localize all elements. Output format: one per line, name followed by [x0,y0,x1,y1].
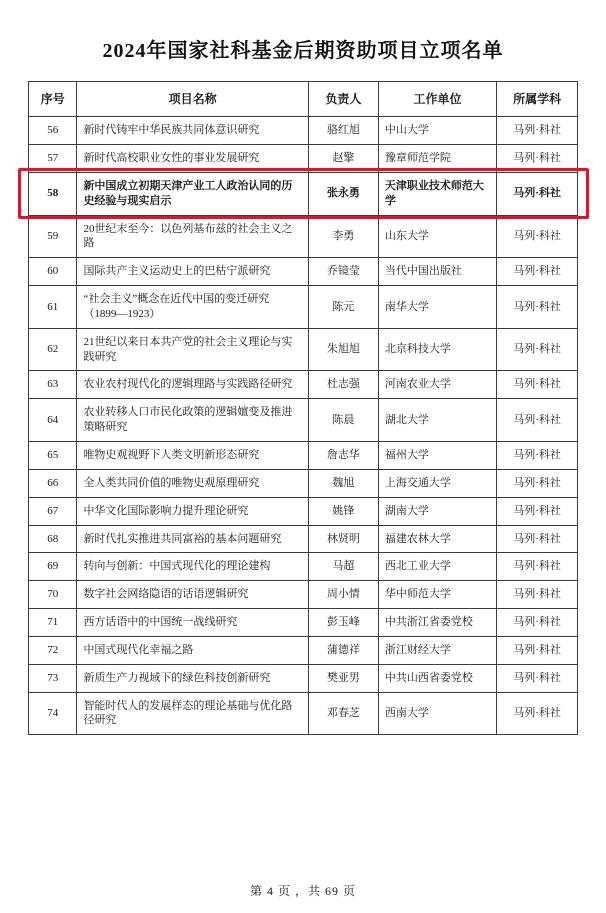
cell-seq: 67 [29,497,77,525]
cell-leader: 李勇 [308,215,378,258]
cell-seq: 70 [29,581,77,609]
cell-org: 豫章师范学院 [378,145,496,173]
cell-org: 中山大学 [378,117,496,145]
table-row [29,692,578,735]
table-row [29,215,578,258]
cell-discipline: 马列·科社 [497,286,578,329]
cell-org: 西南大学 [378,692,496,735]
column-header-leader: 负责人 [308,82,378,117]
cell-seq: 69 [29,553,77,581]
table-row [29,328,578,371]
cell-discipline: 马列·科社 [497,442,578,470]
cell-org: 华中师范大学 [378,581,496,609]
cell-discipline: 马列·科社 [497,172,578,215]
table-row [29,145,578,173]
cell-project-name: 唯物史观视野下人类文明新形态研究 [77,442,308,470]
cell-leader: 杜志强 [308,371,378,399]
column-header-discipline: 所属学科 [497,82,578,117]
table-row [29,636,578,664]
cell-discipline: 马列·科社 [497,469,578,497]
column-header-name: 项目名称 [77,82,308,117]
cell-leader: 陈晨 [308,399,378,442]
cell-discipline: 马列·科社 [497,117,578,145]
cell-leader: 朱旭旭 [308,328,378,371]
cell-seq: 58 [29,172,77,215]
cell-discipline: 马列·科社 [497,636,578,664]
cell-seq: 72 [29,636,77,664]
cell-seq: 57 [29,145,77,173]
cell-project-name: 西方话语中的中国统一战线研究 [77,609,308,637]
cell-leader: 骆红旭 [308,117,378,145]
cell-seq: 73 [29,664,77,692]
cell-discipline: 马列·科社 [497,525,578,553]
cell-seq: 68 [29,525,77,553]
cell-project-name: 转向与创新：中国式现代化的理论建构 [77,553,308,581]
cell-project-name: 21世纪以来日本共产党的社会主义理论与实践研究 [77,328,308,371]
cell-project-name: 新时代铸牢中华民族共同体意识研究 [77,117,308,145]
table-header-row [29,82,578,117]
cell-discipline: 马列·科社 [497,553,578,581]
cell-org: 福州大学 [378,442,496,470]
cell-org: 湖南大学 [378,497,496,525]
cell-project-name: 全人类共同价值的唯物史观原理研究 [77,469,308,497]
cell-project-name: “社会主义”概念在近代中国的变迁研究（1899—1923） [77,286,308,329]
cell-leader: 陈元 [308,286,378,329]
cell-org: 南华大学 [378,286,496,329]
column-header-org: 工作单位 [378,82,496,117]
cell-leader: 蒲德祥 [308,636,378,664]
table-header [29,82,578,117]
column-header-seq: 序号 [29,82,77,117]
cell-project-name: 新中国成立初期天津产业工人政治认同的历史经验与现实启示 [77,172,308,215]
table-row [29,469,578,497]
cell-leader: 林贤明 [308,525,378,553]
table-row [29,525,578,553]
cell-project-name: 智能时代人的发展样态的理论基础与优化路径研究 [77,692,308,735]
cell-org: 山东大学 [378,215,496,258]
cell-discipline: 马列·科社 [497,258,578,286]
table-row [29,442,578,470]
cell-leader: 樊亚男 [308,664,378,692]
table-row [29,371,578,399]
cell-seq: 61 [29,286,77,329]
cell-project-name: 20世纪末至今：以色列基布兹的社会主义之路 [77,215,308,258]
cell-leader: 魏旭 [308,469,378,497]
table-row [29,117,578,145]
page-footer: 第 4 页 ，共 69 页 [249,884,356,898]
cell-seq: 62 [29,328,77,371]
cell-project-name: 中华文化国际影响力提升理论研究 [77,497,308,525]
cell-discipline: 马列·科社 [497,497,578,525]
cell-seq: 60 [29,258,77,286]
cell-leader: 姚锋 [308,497,378,525]
cell-project-name: 新时代扎实推进共同富裕的基本问题研究 [77,525,308,553]
cell-leader: 邓春芝 [308,692,378,735]
cell-seq: 63 [29,371,77,399]
cell-seq: 74 [29,692,77,735]
cell-seq: 66 [29,469,77,497]
cell-discipline: 马列·科社 [497,399,578,442]
cell-project-name: 数字社会网络隐语的话语逻辑研究 [77,581,308,609]
cell-project-name: 农业转移人口市民化政策的逻辑嬗变及推进策略研究 [77,399,308,442]
cell-leader: 赵擎 [308,145,378,173]
cell-seq: 59 [29,215,77,258]
cell-project-name: 国际共产主义运动史上的巴枯宁派研究 [77,258,308,286]
table-row [29,609,578,637]
cell-org: 当代中国出版社 [378,258,496,286]
cell-org: 中共山西省委党校 [378,664,496,692]
cell-discipline: 马列·科社 [497,371,578,399]
cell-seq: 64 [29,399,77,442]
cell-project-name: 新时代高校职业女性的事业发展研究 [77,145,308,173]
table-row [29,581,578,609]
cell-leader: 乔镜莹 [308,258,378,286]
table-body [29,117,578,735]
table-row [29,664,578,692]
cell-org: 北京科技大学 [378,328,496,371]
cell-org: 河南农业大学 [378,371,496,399]
table-row [29,258,578,286]
table-row [29,286,578,329]
cell-seq: 71 [29,609,77,637]
cell-seq: 65 [29,442,77,470]
cell-discipline: 马列·科社 [497,609,578,637]
cell-leader: 詹志华 [308,442,378,470]
cell-discipline: 马列·科社 [497,215,578,258]
cell-org: 天津职业技术师范大学 [378,172,496,215]
cell-leader: 张永勇 [308,172,378,215]
project-listing-table [28,81,578,735]
cell-discipline: 马列·科社 [497,328,578,371]
cell-discipline: 马列·科社 [497,145,578,173]
cell-leader: 马超 [308,553,378,581]
cell-org: 上海交通大学 [378,469,496,497]
cell-discipline: 马列·科社 [497,581,578,609]
cell-project-name: 中国式现代化幸福之路 [77,636,308,664]
cell-seq: 56 [29,117,77,145]
table-row [29,553,578,581]
cell-org: 西北工业大学 [378,553,496,581]
table-row [29,399,578,442]
table-row [29,172,578,215]
page-title: 2024年国家社科基金后期资助项目立项名单 [102,40,504,62]
cell-project-name: 农业农村现代化的逻辑理路与实践路径研究 [77,371,308,399]
cell-discipline: 马列·科社 [497,664,578,692]
cell-org: 福建农林大学 [378,525,496,553]
cell-leader: 彭玉峰 [308,609,378,637]
cell-leader: 周小情 [308,581,378,609]
cell-org: 浙江财经大学 [378,636,496,664]
cell-project-name: 新质生产力视域下的绿色科技创新研究 [77,664,308,692]
cell-discipline: 马列·科社 [497,692,578,735]
cell-org: 湖北大学 [378,399,496,442]
table-row [29,497,578,525]
cell-org: 中共浙江省委党校 [378,609,496,637]
